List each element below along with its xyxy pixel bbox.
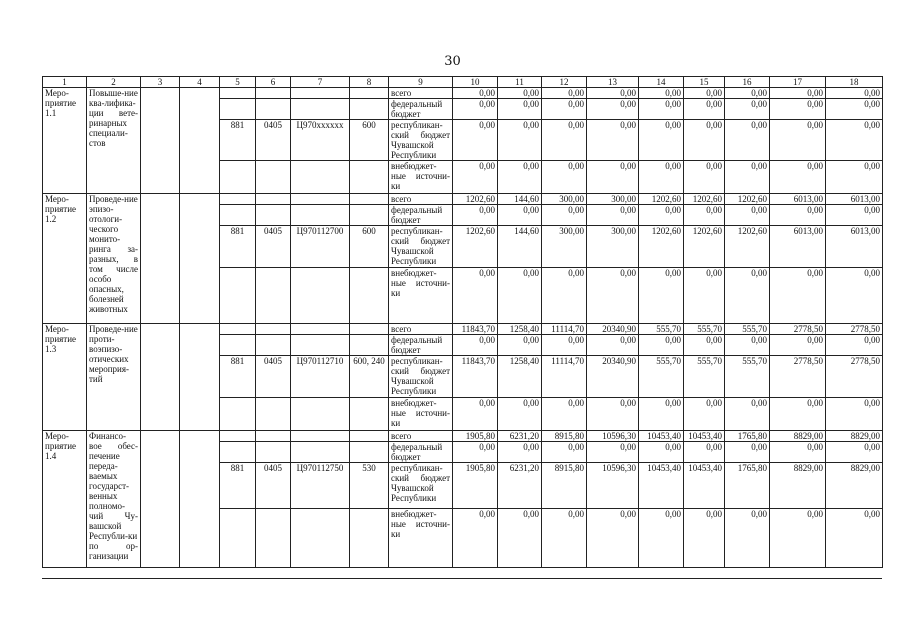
column-header-6: 6 (256, 77, 291, 88)
value-cell: 0,00 (542, 442, 587, 463)
measure-code: Меро-приятие 1.1 (43, 88, 87, 194)
value-cell: 0,00 (587, 120, 639, 161)
measure-name: Финансо-вое обес-печение переда-ваемых государст-венных полномо-чий Чу-вашской Республи-ки по ор-ганизации (87, 431, 141, 568)
value-cell: 0,00 (542, 268, 587, 324)
value-cell: 0,00 (639, 335, 684, 356)
code-c7: Ц970xxxxxx (291, 120, 350, 161)
value-cell: 0,00 (684, 99, 725, 120)
empty-cell (350, 205, 389, 226)
code-c6: 0405 (256, 463, 291, 509)
empty-cell (256, 194, 291, 205)
measure-code: Меро-приятие 1.2 (43, 194, 87, 324)
value-cell: 1202,60 (725, 194, 770, 205)
funding-source-label: внебюджет-ные источни-ки (389, 509, 453, 568)
empty-cell (350, 99, 389, 120)
value-cell: 0,00 (684, 205, 725, 226)
value-cell: 0,00 (587, 442, 639, 463)
funding-source-label: всего (389, 431, 453, 442)
value-cell: 0,00 (453, 205, 498, 226)
value-cell: 0,00 (684, 398, 725, 431)
value-cell: 0,00 (542, 120, 587, 161)
value-cell: 0,00 (639, 88, 684, 99)
empty-cell (350, 442, 389, 463)
measure-code: Меро-приятие 1.4 (43, 431, 87, 568)
empty-cell (350, 335, 389, 356)
empty-cell (350, 324, 389, 335)
value-cell: 10596,30 (587, 463, 639, 509)
column-header-13: 13 (587, 77, 639, 88)
value-cell: 1202,60 (639, 194, 684, 205)
value-cell: 0,00 (826, 398, 883, 431)
value-cell: 20340,90 (587, 356, 639, 398)
value-cell: 11114,70 (542, 356, 587, 398)
value-cell: 1202,60 (684, 194, 725, 205)
value-cell: 0,00 (453, 161, 498, 194)
empty-cell (350, 268, 389, 324)
value-cell: 0,00 (453, 120, 498, 161)
value-cell: 144,60 (498, 194, 542, 205)
value-cell: 11114,70 (542, 324, 587, 335)
empty-cell (256, 431, 291, 442)
value-cell: 0,00 (770, 120, 826, 161)
value-cell: 0,00 (725, 99, 770, 120)
empty-cell (350, 194, 389, 205)
value-cell: 0,00 (684, 161, 725, 194)
empty-cell (141, 431, 180, 568)
value-cell: 0,00 (587, 161, 639, 194)
value-cell: 144,60 (498, 226, 542, 268)
value-cell: 0,00 (684, 335, 725, 356)
funding-source-label: всего (389, 88, 453, 99)
empty-cell (256, 324, 291, 335)
value-cell: 8829,00 (770, 463, 826, 509)
value-cell: 0,00 (725, 268, 770, 324)
code-c8: 600, 240 (350, 356, 389, 398)
empty-cell (220, 442, 256, 463)
value-cell: 10453,40 (639, 431, 684, 442)
value-cell: 0,00 (826, 268, 883, 324)
code-c7: Ц970112750 (291, 463, 350, 509)
value-cell: 0,00 (587, 335, 639, 356)
empty-cell (256, 161, 291, 194)
column-header-1: 1 (43, 77, 87, 88)
code-c8: 600 (350, 226, 389, 268)
value-cell: 0,00 (498, 398, 542, 431)
value-cell: 0,00 (725, 88, 770, 99)
funding-source-label: федеральный бюджет (389, 335, 453, 356)
column-header-17: 17 (770, 77, 826, 88)
funding-source-label: внебюджет-ные источни-ки (389, 398, 453, 431)
value-cell: 1905,80 (453, 463, 498, 509)
value-cell: 0,00 (725, 161, 770, 194)
value-cell: 0,00 (770, 509, 826, 568)
value-cell: 0,00 (684, 509, 725, 568)
measure-2-row-total (43, 194, 883, 205)
value-cell: 0,00 (826, 161, 883, 194)
value-cell: 0,00 (453, 268, 498, 324)
code-c5: 881 (220, 463, 256, 509)
value-cell: 0,00 (498, 161, 542, 194)
empty-cell (350, 398, 389, 431)
value-cell: 8829,00 (770, 431, 826, 442)
value-cell: 0,00 (587, 88, 639, 99)
value-cell: 6231,20 (498, 463, 542, 509)
value-cell: 0,00 (639, 99, 684, 120)
empty-cell (141, 88, 180, 194)
code-c5: 881 (220, 226, 256, 268)
value-cell: 0,00 (770, 99, 826, 120)
empty-cell (141, 324, 180, 431)
empty-cell (180, 194, 220, 324)
value-cell: 6013,00 (770, 194, 826, 205)
value-cell: 1765,80 (725, 463, 770, 509)
value-cell: 555,70 (684, 356, 725, 398)
value-cell: 0,00 (639, 205, 684, 226)
empty-cell (220, 268, 256, 324)
value-cell: 0,00 (684, 120, 725, 161)
value-cell: 20340,90 (587, 324, 639, 335)
empty-cell (291, 442, 350, 463)
value-cell: 0,00 (542, 99, 587, 120)
empty-cell (220, 398, 256, 431)
value-cell: 0,00 (453, 99, 498, 120)
code-c8: 600 (350, 120, 389, 161)
empty-cell (180, 324, 220, 431)
value-cell: 300,00 (542, 194, 587, 205)
funding-source-label: внебюджет-ные источни-ки (389, 268, 453, 324)
value-cell: 0,00 (639, 161, 684, 194)
value-cell: 1202,60 (453, 194, 498, 205)
measure-name: Проведе-ние эпизо-отологи-ческого монито-ринга за-разных, в том числе особо опасных, болезней животных (87, 194, 141, 324)
value-cell: 11843,70 (453, 324, 498, 335)
code-c7: Ц970112700 (291, 226, 350, 268)
value-cell: 0,00 (498, 120, 542, 161)
value-cell: 0,00 (453, 509, 498, 568)
column-header-2: 2 (87, 77, 141, 88)
measure-code: Меро-приятие 1.3 (43, 324, 87, 431)
funding-source-label: республикан-ский бюджет Чувашской Республики (389, 226, 453, 268)
empty-cell (291, 431, 350, 442)
funding-source-label: республикан-ский бюджет Чувашской Республики (389, 120, 453, 161)
code-c5: 881 (220, 120, 256, 161)
value-cell: 0,00 (639, 120, 684, 161)
column-header-5: 5 (220, 77, 256, 88)
measure-name: Проведе-ние проти-воэпизо-отических мероприя-тий (87, 324, 141, 431)
empty-cell (180, 88, 220, 194)
value-cell: 0,00 (639, 268, 684, 324)
value-cell: 1202,60 (453, 226, 498, 268)
value-cell: 0,00 (770, 205, 826, 226)
value-cell: 0,00 (826, 442, 883, 463)
value-cell: 555,70 (684, 324, 725, 335)
value-cell: 6013,00 (826, 226, 883, 268)
value-cell: 0,00 (542, 509, 587, 568)
empty-cell (256, 268, 291, 324)
value-cell: 1202,60 (684, 226, 725, 268)
empty-cell (291, 205, 350, 226)
value-cell: 0,00 (826, 88, 883, 99)
value-cell: 0,00 (498, 205, 542, 226)
value-cell: 0,00 (498, 99, 542, 120)
value-cell: 0,00 (725, 335, 770, 356)
value-cell: 0,00 (453, 335, 498, 356)
value-cell: 11843,70 (453, 356, 498, 398)
value-cell: 0,00 (587, 99, 639, 120)
budget-table (42, 76, 883, 568)
column-header-10: 10 (453, 77, 498, 88)
value-cell: 0,00 (725, 120, 770, 161)
value-cell: 8829,00 (826, 463, 883, 509)
value-cell: 10453,40 (639, 463, 684, 509)
column-header-7: 7 (291, 77, 350, 88)
value-cell: 0,00 (770, 398, 826, 431)
value-cell: 0,00 (725, 205, 770, 226)
value-cell: 0,00 (587, 268, 639, 324)
funding-source-label: федеральный бюджет (389, 99, 453, 120)
code-c7: Ц970112710 (291, 356, 350, 398)
value-cell: 2778,50 (826, 356, 883, 398)
empty-cell (291, 324, 350, 335)
value-cell: 8829,00 (826, 431, 883, 442)
value-cell: 6013,00 (770, 226, 826, 268)
value-cell: 1905,80 (453, 431, 498, 442)
value-cell: 6231,20 (498, 431, 542, 442)
value-cell: 0,00 (542, 88, 587, 99)
empty-cell (141, 194, 180, 324)
value-cell: 0,00 (725, 442, 770, 463)
value-cell: 1258,40 (498, 324, 542, 335)
value-cell: 0,00 (639, 509, 684, 568)
value-cell: 10596,30 (587, 431, 639, 442)
value-cell: 0,00 (826, 205, 883, 226)
funding-source-label: федеральный бюджет (389, 442, 453, 463)
value-cell: 8915,80 (542, 431, 587, 442)
value-cell: 0,00 (826, 335, 883, 356)
value-cell: 10453,40 (684, 431, 725, 442)
empty-cell (256, 398, 291, 431)
code-c5: 881 (220, 356, 256, 398)
empty-cell (220, 99, 256, 120)
value-cell: 1202,60 (725, 226, 770, 268)
value-cell: 0,00 (542, 398, 587, 431)
value-cell: 0,00 (639, 442, 684, 463)
value-cell: 0,00 (684, 268, 725, 324)
funding-source-label: федеральный бюджет (389, 205, 453, 226)
empty-cell (291, 398, 350, 431)
code-c6: 0405 (256, 356, 291, 398)
empty-cell (220, 205, 256, 226)
value-cell: 0,00 (826, 509, 883, 568)
funding-source-label: республикан-ский бюджет Чувашской Республики (389, 463, 453, 509)
value-cell: 0,00 (498, 442, 542, 463)
column-header-14: 14 (639, 77, 684, 88)
code-c6: 0405 (256, 226, 291, 268)
value-cell: 0,00 (770, 88, 826, 99)
value-cell: 0,00 (725, 509, 770, 568)
column-header-row (43, 77, 883, 88)
empty-cell (256, 88, 291, 99)
value-cell: 0,00 (770, 442, 826, 463)
value-cell: 8915,80 (542, 463, 587, 509)
value-cell: 2778,50 (770, 356, 826, 398)
column-header-11: 11 (498, 77, 542, 88)
empty-cell (291, 99, 350, 120)
value-cell: 300,00 (587, 226, 639, 268)
value-cell: 1765,80 (725, 431, 770, 442)
column-header-8: 8 (350, 77, 389, 88)
empty-cell (256, 335, 291, 356)
empty-cell (350, 431, 389, 442)
empty-cell (220, 335, 256, 356)
table-bottom-rule (42, 578, 882, 579)
funding-source-label: внебюджет-ные источни-ки (389, 161, 453, 194)
empty-cell (256, 442, 291, 463)
funding-source-label: всего (389, 324, 453, 335)
value-cell: 0,00 (826, 99, 883, 120)
value-cell: 0,00 (453, 398, 498, 431)
empty-cell (350, 88, 389, 99)
value-cell: 0,00 (770, 268, 826, 324)
value-cell: 0,00 (542, 161, 587, 194)
code-c6: 0405 (256, 120, 291, 161)
value-cell: 10453,40 (684, 463, 725, 509)
value-cell: 0,00 (498, 268, 542, 324)
value-cell: 0,00 (770, 335, 826, 356)
empty-cell (291, 335, 350, 356)
value-cell: 0,00 (684, 88, 725, 99)
empty-cell (180, 431, 220, 568)
column-header-16: 16 (725, 77, 770, 88)
empty-cell (220, 88, 256, 99)
code-c8: 530 (350, 463, 389, 509)
value-cell: 0,00 (453, 88, 498, 99)
empty-cell (256, 205, 291, 226)
empty-cell (291, 194, 350, 205)
empty-cell (256, 509, 291, 568)
column-header-12: 12 (542, 77, 587, 88)
value-cell: 0,00 (498, 509, 542, 568)
value-cell: 0,00 (498, 88, 542, 99)
column-header-4: 4 (180, 77, 220, 88)
value-cell: 0,00 (542, 335, 587, 356)
empty-cell (350, 509, 389, 568)
measure-4-row-total (43, 431, 883, 442)
value-cell: 2778,50 (826, 324, 883, 335)
value-cell: 0,00 (639, 398, 684, 431)
column-header-15: 15 (684, 77, 725, 88)
empty-cell (256, 99, 291, 120)
empty-cell (220, 161, 256, 194)
empty-cell (220, 431, 256, 442)
value-cell: 0,00 (684, 442, 725, 463)
empty-cell (220, 324, 256, 335)
value-cell: 0,00 (725, 398, 770, 431)
measure-name: Повыше-ние ква-лифика-ции вете-ринарных специали-стов (87, 88, 141, 194)
value-cell: 0,00 (770, 161, 826, 194)
value-cell: 1258,40 (498, 356, 542, 398)
value-cell: 0,00 (453, 442, 498, 463)
value-cell: 2778,50 (770, 324, 826, 335)
value-cell: 0,00 (587, 509, 639, 568)
page-number: 30 (444, 54, 461, 69)
value-cell: 300,00 (587, 194, 639, 205)
empty-cell (220, 509, 256, 568)
value-cell: 555,70 (725, 356, 770, 398)
column-header-18: 18 (826, 77, 883, 88)
value-cell: 0,00 (826, 120, 883, 161)
value-cell: 0,00 (498, 335, 542, 356)
value-cell: 0,00 (587, 205, 639, 226)
value-cell: 0,00 (542, 205, 587, 226)
funding-source-label: республикан-ский бюджет Чувашской Республики (389, 356, 453, 398)
value-cell: 555,70 (639, 356, 684, 398)
value-cell: 1202,60 (639, 226, 684, 268)
value-cell: 555,70 (639, 324, 684, 335)
empty-cell (291, 161, 350, 194)
empty-cell (291, 509, 350, 568)
empty-cell (291, 88, 350, 99)
value-cell: 555,70 (725, 324, 770, 335)
value-cell: 300,00 (542, 226, 587, 268)
measure-3-row-total (43, 324, 883, 335)
value-cell: 0,00 (587, 398, 639, 431)
column-header-9: 9 (389, 77, 453, 88)
measure-1-row-total (43, 88, 883, 99)
funding-source-label: всего (389, 194, 453, 205)
value-cell: 6013,00 (826, 194, 883, 205)
empty-cell (350, 161, 389, 194)
column-header-3: 3 (141, 77, 180, 88)
empty-cell (291, 268, 350, 324)
empty-cell (220, 194, 256, 205)
